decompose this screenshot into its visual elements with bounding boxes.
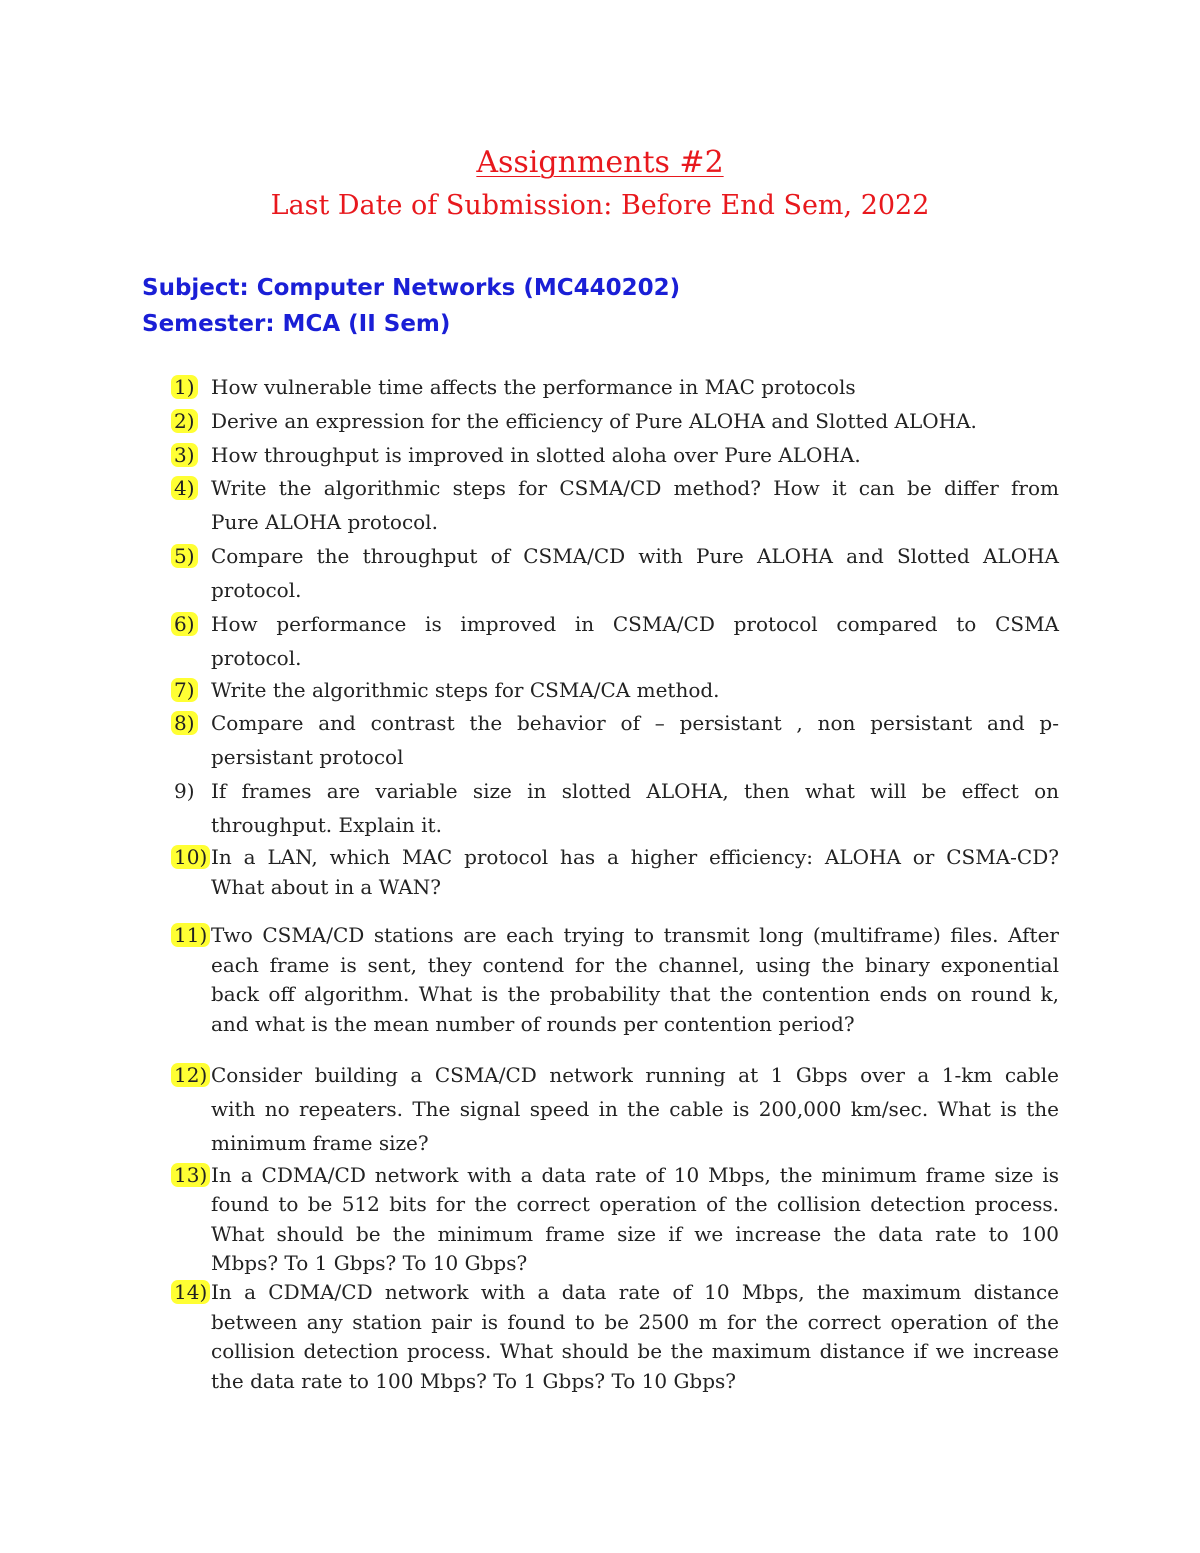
submission-deadline: Last Date of Submission: Before End Sem, 2022: [270, 190, 930, 221]
question-text-line: Mbps? To 1 Gbps? To 10 Gbps?: [211, 1250, 528, 1275]
question-text-line: How throughput is improved in slotted aloha over Pure ALOHA.: [211, 443, 861, 467]
question-text-line: Two CSMA/CD stations are each trying to transmit long (multiframe) files. After: [211, 923, 1059, 947]
question-number: [171, 842, 210, 872]
question-text-line: and what is the mean number of rounds per contention period?: [211, 1011, 855, 1036]
question-text-line: In a LAN, which MAC protocol has a higher efficiency: ALOHA or CSMA-CD?: [211, 845, 1059, 869]
question-text-line: What should be the minimum frame size if we increase the data rate to 100: [211, 1221, 1059, 1246]
question-number-highlight: 13): [171, 1163, 210, 1187]
question-text: [211, 539, 1059, 607]
question-text-line: protocol.: [211, 646, 302, 670]
question-text: [211, 471, 1059, 539]
question-number: [171, 607, 198, 641]
question-text-line: Compare the throughput of CSMA/CD with Pure ALOHA and Slotted ALOHA: [211, 544, 1059, 568]
question-text-line: throughput. Explain it.: [211, 813, 442, 837]
question-number: [171, 370, 198, 404]
question-text-line: with no repeaters. The signal speed in the cable is 200,000 km/sec. What is the: [211, 1097, 1059, 1121]
question-number-highlight: 1): [171, 375, 198, 399]
question-number-highlight: 8): [171, 711, 198, 735]
question-text: [211, 673, 1059, 707]
question-number: [171, 539, 198, 573]
question-text-line: In a CDMA/CD network with a data rate of 10 Mbps, the minimum frame size is: [211, 1163, 1059, 1187]
question-number: [171, 438, 198, 472]
question-number: [171, 706, 198, 740]
question-text: [211, 706, 1059, 774]
question-text-line: minimum frame size?: [211, 1131, 429, 1155]
question-text: [211, 1161, 1059, 1278]
question-text: [211, 1058, 1059, 1160]
question-number-highlight: 3): [171, 443, 198, 467]
question-number: [171, 921, 210, 951]
question-text-line: Write the algorithmic steps for CSMA/CA method.: [211, 678, 720, 702]
question-number: [171, 1278, 210, 1308]
question-text-line: How vulnerable time affects the performance in MAC protocols: [211, 375, 856, 399]
question-number-highlight: 4): [171, 476, 198, 500]
question-text: [211, 921, 1059, 1039]
page-title: Assignments #2: [476, 145, 724, 180]
question-text: [211, 842, 1059, 902]
question-number-highlight: 12): [171, 1063, 210, 1087]
subject-line: Subject: Computer Networks (MC440202): [142, 275, 681, 301]
question-text: [211, 1278, 1059, 1396]
question-number-label: 9): [174, 779, 195, 803]
question-text-line: Write the algorithmic steps for CSMA/CD method? How it can be differ from: [211, 476, 1059, 500]
question-number: [171, 673, 198, 707]
question-number-highlight: 11): [171, 923, 210, 947]
question-number: [171, 774, 198, 808]
question-number-highlight: 2): [171, 409, 198, 433]
question-text: [211, 404, 1059, 438]
semester-line: Semester: MCA (II Sem): [142, 311, 451, 337]
question-text: [211, 438, 1059, 472]
question-text-line: the data rate to 100 Mbps? To 1 Gbps? To 10 Gbps?: [211, 1368, 737, 1393]
question-number-highlight: 14): [171, 1280, 210, 1304]
question-number-highlight: 6): [171, 612, 198, 636]
question-text-line: collision detection process. What should be the maximum distance if we increase: [211, 1339, 1059, 1363]
question-text-line: Compare and contrast the behavior of – persistant , non persistant and p-: [211, 711, 1059, 735]
question-text-line: Consider building a CSMA/CD network running at 1 Gbps over a 1-km cable: [211, 1063, 1059, 1087]
question-number: [171, 1058, 210, 1092]
question-text: [211, 370, 1059, 404]
question-text: [211, 774, 1059, 842]
question-text-line: found to be 512 bits for the correct operation of the collision detection process.: [211, 1192, 1059, 1217]
question-text-line: back off algorithm. What is the probability that the contention ends on round k,: [211, 982, 1059, 1006]
question-text-line: If frames are variable size in slotted ALOHA, then what will be effect on: [211, 779, 1059, 803]
question-text-line: each frame is sent, they contend for the channel, using the binary exponential: [211, 952, 1059, 977]
question-number: [171, 404, 198, 438]
question-text-line: between any station pair is found to be 2500 m for the correct operation of the: [211, 1309, 1059, 1334]
question-text-line: persistant protocol: [211, 745, 404, 769]
question-number-highlight: 10): [171, 845, 210, 869]
question-text-line: Derive an expression for the efficiency of Pure ALOHA and Slotted ALOHA.: [211, 409, 977, 433]
question-number: [171, 1161, 210, 1190]
question-text-line: What about in a WAN?: [211, 875, 441, 899]
question-number-highlight: 5): [171, 544, 198, 568]
question-text-line: How performance is improved in CSMA/CD protocol compared to CSMA: [211, 612, 1059, 636]
question-text-line: protocol.: [211, 578, 302, 602]
question-text-line: Pure ALOHA protocol.: [211, 510, 438, 534]
question-number-highlight: 7): [171, 678, 198, 702]
question-text: [211, 607, 1059, 675]
question-number: [171, 471, 198, 505]
question-text-line: In a CDMA/CD network with a data rate of 10 Mbps, the maximum distance: [211, 1280, 1059, 1304]
